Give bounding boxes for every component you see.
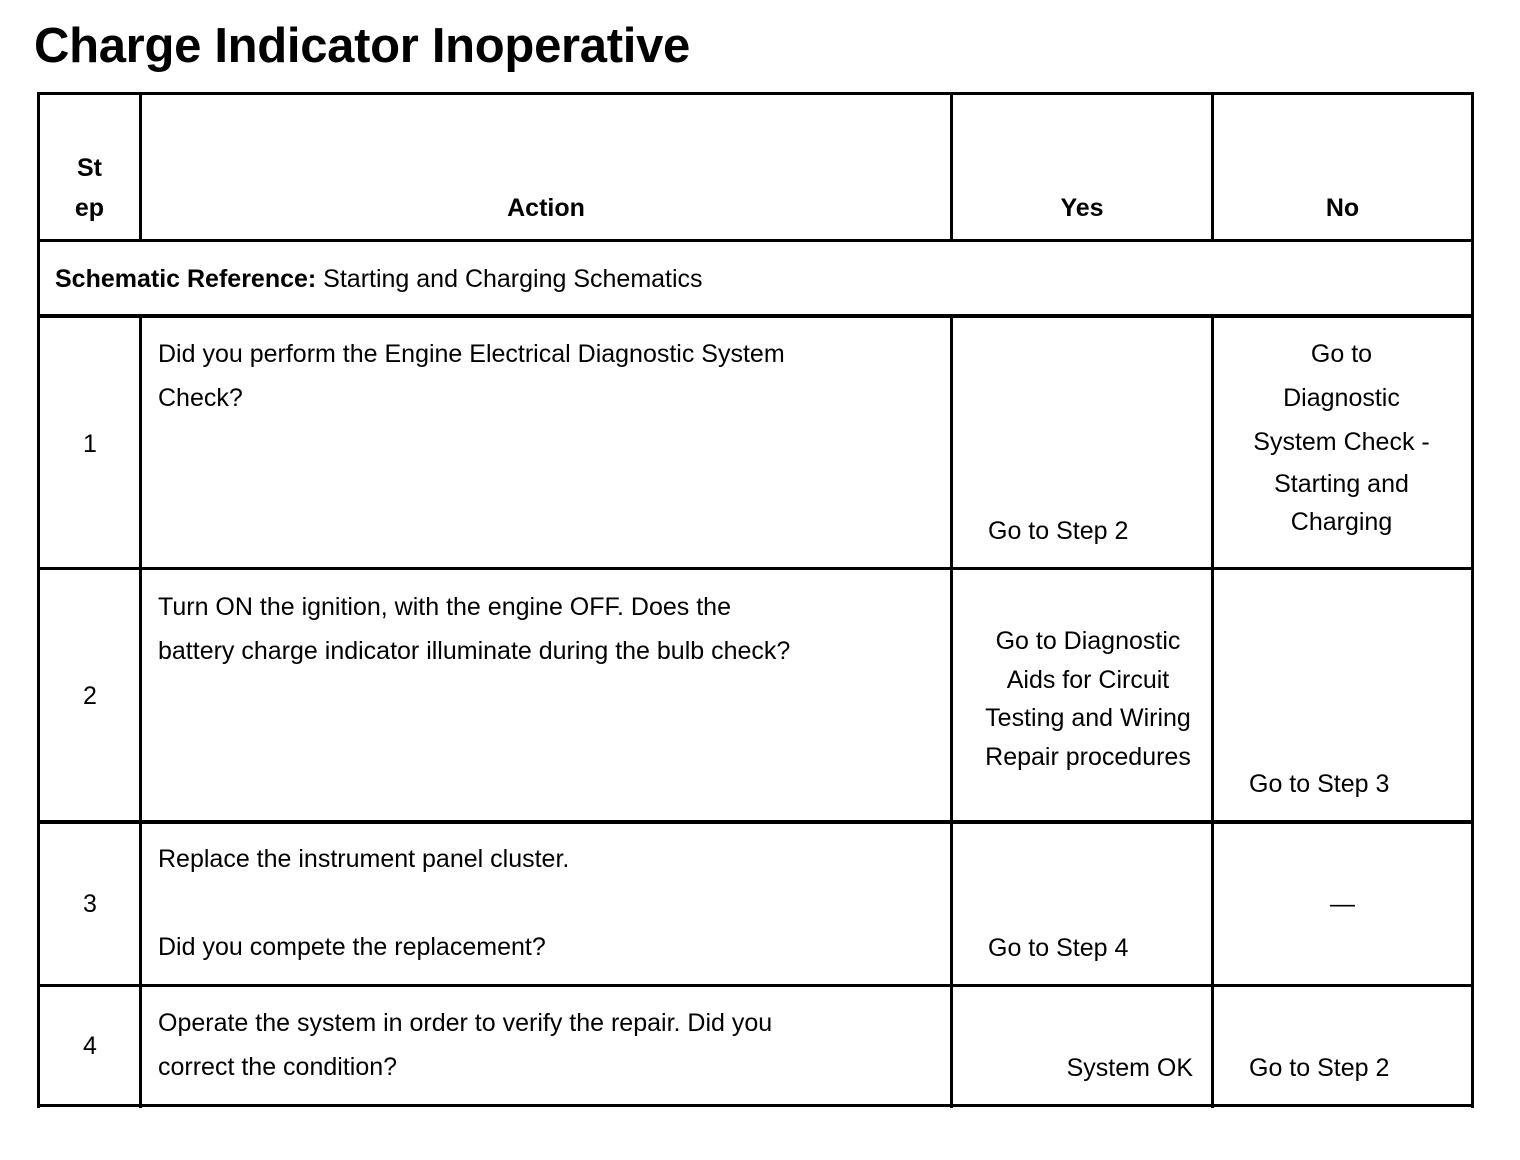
step-4-action-line-2: correct the condition? (158, 1053, 398, 1081)
table-border-top (37, 92, 1474, 95)
page-title: Charge Indicator Inoperative (34, 19, 690, 73)
step-2-action-line-2: battery charge indicator illuminate during the bulb check? (158, 637, 791, 665)
step-1-no-line-2: Diagnostic (1283, 384, 1400, 412)
schematic-label: Schematic Reference: (55, 265, 317, 293)
step-1-no-line-4: Starting and (1274, 470, 1409, 498)
header-no: No (1325, 194, 1360, 222)
step-4-yes: System OK (1066, 1054, 1193, 1082)
step-2-yes-line-1: Go to Diagnostic (995, 627, 1181, 655)
step-4-number: 4 (83, 1032, 97, 1060)
header-step-line-2: ep (74, 194, 105, 222)
diagnostic-table (37, 92, 1474, 1108)
header-step-line-1: St (77, 154, 102, 182)
step-3-action-line-1: Replace the instrument panel cluster. (158, 845, 570, 873)
step-3-no: — (1330, 890, 1355, 918)
step-4-action-line-1: Operate the system in order to verify the repair. Did you (158, 1009, 773, 1037)
header-divider (37, 239, 1474, 242)
step-1-yes: Go to Step 2 (988, 517, 1129, 545)
step-2-action-line-1: Turn ON the ignition, with the engine OFF. Does the (158, 593, 731, 621)
step-3-action-line-2: Did you compete the replacement? (158, 933, 546, 961)
table-border-bottom (37, 1104, 1474, 1107)
step-1-number: 1 (83, 430, 97, 458)
step-2-yes-line-2: Aids for Circuit (1006, 665, 1170, 694)
header-step (40, 148, 139, 228)
step-2-yes (951, 622, 1225, 776)
step-1-action-line-1: Did you perform the Engine Electrical Diagnostic System (158, 340, 785, 368)
step-1-no-line-1: Go to (1310, 340, 1373, 368)
step-1-no-line-5: Charging (1290, 508, 1393, 536)
step-1-no (1214, 332, 1469, 540)
step-3-yes: Go to Step 4 (988, 934, 1129, 962)
table-border-left (37, 92, 40, 1108)
step-4-action (158, 1001, 948, 1089)
header-action: Action (507, 194, 585, 222)
schematic-reference (55, 257, 703, 301)
row-1-divider (37, 567, 1474, 570)
schematic-divider (37, 314, 1474, 318)
row-2-divider (37, 820, 1474, 824)
schematic-value: Starting and Charging Schematics (316, 265, 703, 293)
step-1-action-line-2: Check? (158, 384, 243, 412)
step-2-no: Go to Step 3 (1249, 770, 1390, 798)
step-1-no-line-3: System Check - (1253, 428, 1430, 456)
header-yes: Yes (1060, 194, 1104, 222)
step-2-yes-line-4: Repair procedures (985, 742, 1191, 771)
table-border-right (1471, 92, 1474, 1108)
step-2-number: 2 (83, 682, 97, 710)
step-3-number: 3 (83, 890, 97, 918)
row-3-divider (37, 984, 1474, 987)
step-4-no: Go to Step 2 (1249, 1054, 1390, 1082)
step-2-action (158, 585, 948, 673)
step-1-action (158, 332, 938, 420)
step-2-yes-line-3: Testing and Wiring (985, 704, 1191, 732)
